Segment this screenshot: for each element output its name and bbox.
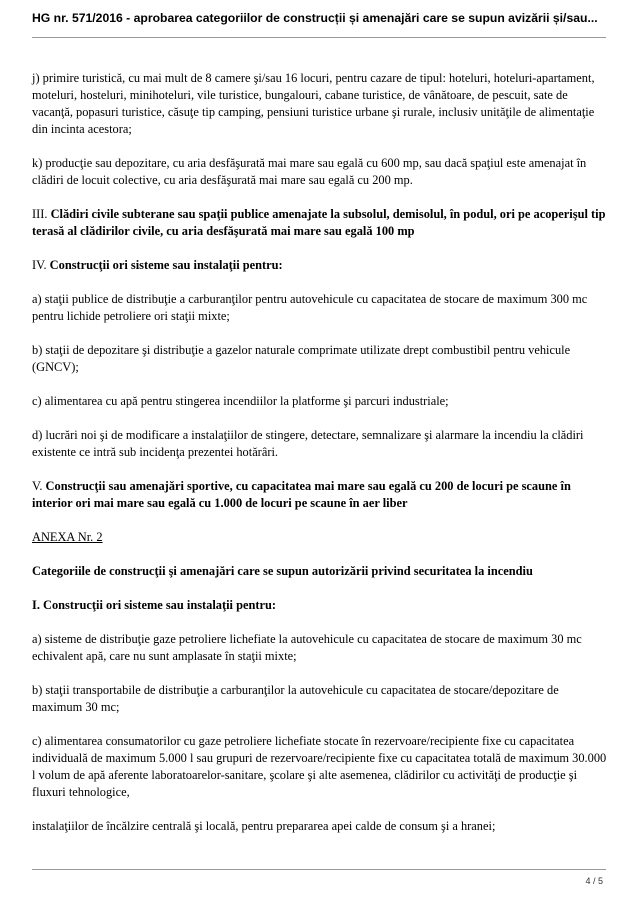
annex-label: ANEXA Nr. 2 xyxy=(32,530,103,544)
section-iii xyxy=(32,206,608,240)
section-v-number: V. xyxy=(32,479,46,493)
paragraph-iv-d: d) lucrări noi şi de modificare a instalaţiilor de stingere, detectare, semnalizare şi alarmare la incendiu la clădiri existente ce intră sub incidenţa prezentei hotărâri. xyxy=(32,428,584,459)
paragraph-iv-c: c) alimentarea cu apă pentru stingerea incendiilor la platforme şi parcuri industriale; xyxy=(32,394,449,408)
footer-divider xyxy=(32,869,606,870)
page-number: 4 / 5 xyxy=(585,876,603,886)
section-v-heading: Construcţii sau amenajări sportive, cu capacitatea mai mare sau egală cu 200 de locuri pe scaune în interior ori mai mare sau egală cu 1.000 de locuri pe scaune în aer liber xyxy=(32,479,571,510)
paragraph-iv-a: a) staţii publice de distribuţie a carburanţilor pentru autovehicule cu capacitatea de stocare de maximum 300 mc pentru lichide petroliere ori staţii mixte; xyxy=(32,292,588,323)
paragraph-i-c: c) alimentarea consumatorilor cu gaze petroliere lichefiate stocate în rezervoare/recipiente fixe cu capacitatea individuală de maximum 5.000 l sau grupuri de rezervoare/recipiente fixe cu capacitatea totală de maximum 30.000 l volum de apă aferente laboratoarelor-sanitare, şcolare şi alte asemenea, clădirilor cu activităţi de producţie şi fluxuri tehnologice, xyxy=(32,734,607,799)
paragraph-i-a: a) sisteme de distribuţie gaze petroliere lichefiate la autovehicule cu capacitatea de stocare de maximum 30 mc echivalent apă, care nu sunt amplasate în staţii mixte; xyxy=(32,632,582,663)
annex-title xyxy=(32,563,608,580)
paragraph-iv-b: b) staţii de depozitare şi distribuţie a gazelor naturale comprimate utilizate drept combustibil pentru vehicule (GNCV); xyxy=(32,343,571,374)
document-header-title: HG nr. 571/2016 - aprobarea categoriilor de construcții și amenajări care se supun avizării și/sau... xyxy=(32,11,598,25)
header-divider xyxy=(32,37,606,38)
paragraph-i-c-continued: instalaţiilor de încălzire centrală şi locală, pentru prepararea apei calde de consum şi a hranei; xyxy=(32,819,496,833)
section-v xyxy=(32,478,608,512)
section-iv-heading: Construcţii ori sisteme sau instalaţii pentru: xyxy=(49,258,283,272)
annex-title-text: Categoriile de construcţii şi amenajări care se supun autorizării privind securitatea la incendiu xyxy=(32,564,533,578)
paragraph-k: k) producţie sau depozitare, cu aria desfăşurată mai mare sau egală cu 600 mp, sau dacă spaţiul este amenajat în clădiri de locuit colective, cu aria desfăşurată mai mare sau egală cu 200 mp. xyxy=(32,156,587,187)
section-iii-number: III. xyxy=(32,207,51,221)
document-body xyxy=(32,70,608,835)
section-iv xyxy=(32,257,608,274)
paragraph-i-b: b) staţii transportabile de distribuţie a carburanţilor la autovehicule cu capacitatea de stocare/depozitare de maximum 30 mc; xyxy=(32,683,559,714)
annex-section-i xyxy=(32,597,608,614)
section-iv-number: IV. xyxy=(32,258,50,272)
paragraph-j: j) primire turistică, cu mai mult de 8 camere şi/sau 16 locuri, pentru cazare de tipul: hoteluri, hoteluri-apartament, moteluri, hosteluri, minihoteluri, vile turistice, bungalouri, cabane turistice, de vânătoare, de pescuit, sate de vacanţă, popasuri turistice, căsuţe tip camping, pensiuni turistice urbane şi rurale, inclusiv unităţile de alimentaţie din incinta acestora; xyxy=(32,71,595,136)
section-iii-heading: Clădiri civile subterane sau spaţii publice amenajate la subsolul, demisolul, în podul, ori pe acoperişul tip terasă al clădirilor civile, cu aria desfăşurată mai mare sau egală 100 mp xyxy=(32,207,606,238)
annex-section-i-heading: I. Construcţii ori sisteme sau instalaţii pentru: xyxy=(32,598,277,612)
